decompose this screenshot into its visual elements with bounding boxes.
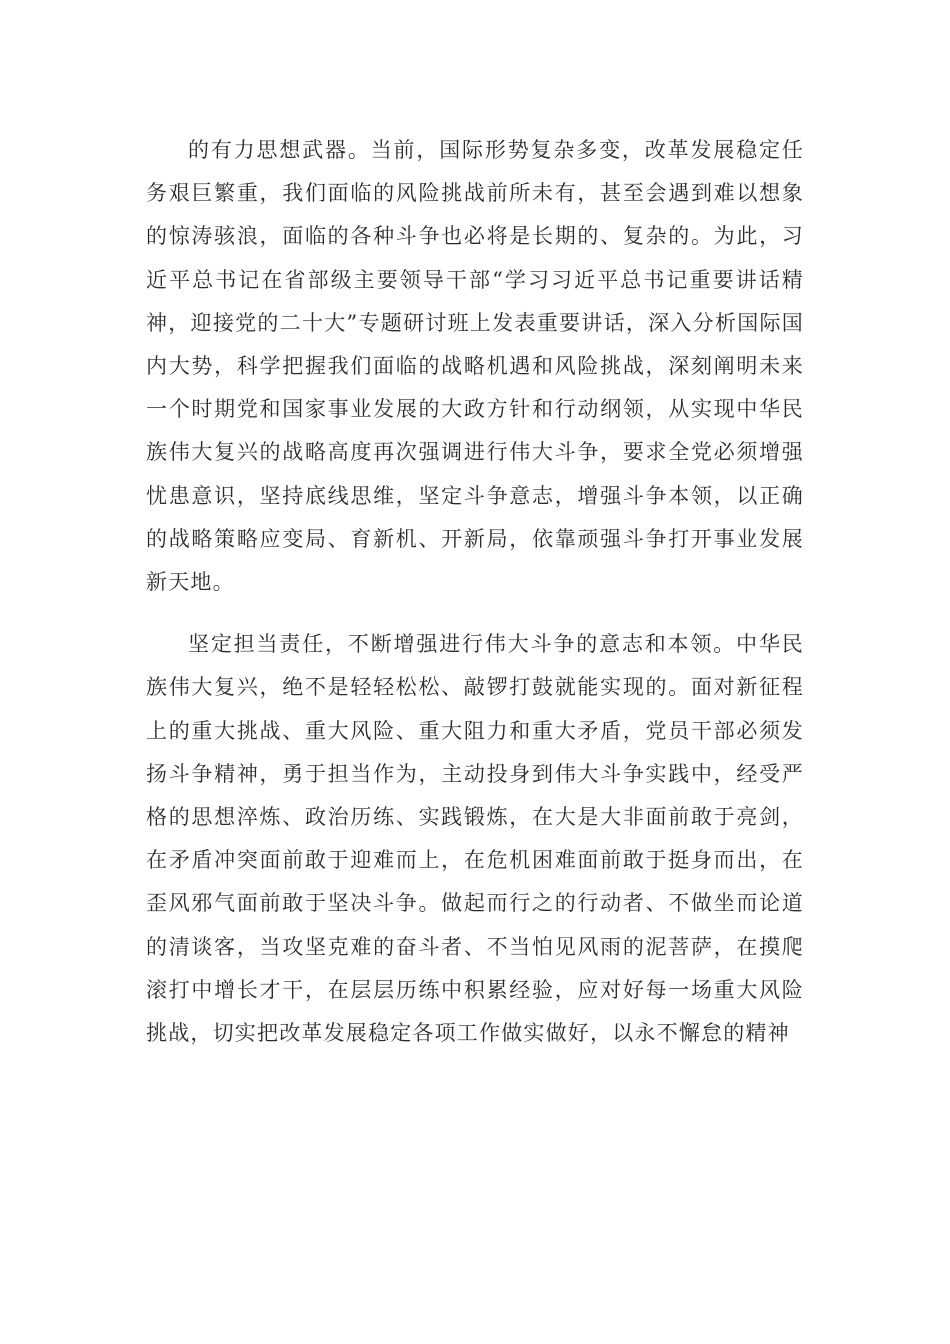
document-page — [146, 129, 804, 1055]
paragraph-2: 坚定担当责任，不断增强进行伟大斗争的意志和本领。中华民族伟大复兴，绝不是轻轻松松、敲锣打鼓就能实现的。面对新征程上的重大挑战、重大风险、重大阻力和重大矛盾，党员干部必须发扬斗争精神，勇于担当作为，主动投身到伟大斗争实践中，经受严格的思想淬炼、政治历练、实践锻炼，在大是大非面前敢于亮剑，在矛盾冲突面前敢于迎难而上，在危机困难面前敢于挺身而出，在歪风邪气面前敢于坚决斗争。做起而行之的行动者、不做坐而论道的清谈客，当攻坚克难的奋斗者、不当怕见风雨的泥菩萨，在摸爬滚打中增长才干，在层层历练中积累经验，应对好每一场重大风险挑战，切实把改革发展稳定各项工作做实做好，以永不懈怠的精神 — [146, 632, 804, 1046]
paragraph-1: 的有力思想武器。当前，国际形势复杂多变，改革发展稳定任务艰巨繁重，我们面临的风险挑战前所未有，甚至会遇到难以想象的惊涛骇浪，面临的各种斗争也必将是长期的、复杂的。为此，习近平总书记在省部级主要领导干部“学习习近平总书记重要讲话精神，迎接党的二十大”专题研讨班上发表重要讲话，深入分析国际国内大势，科学把握我们面临的战略机遇和风险挑战，深刻阐明未来一个时期党和国家事业发展的大政方针和行动纲领，从实现中华民族伟大复兴的战略高度再次强调进行伟大斗争，要求全党必须增强忧患意识，坚持底线思维，坚定斗争意志，增强斗争本领，以正确的战略策略应变局、育新机、开新局，依靠顽强斗争打开事业发展新天地。 — [146, 138, 804, 595]
